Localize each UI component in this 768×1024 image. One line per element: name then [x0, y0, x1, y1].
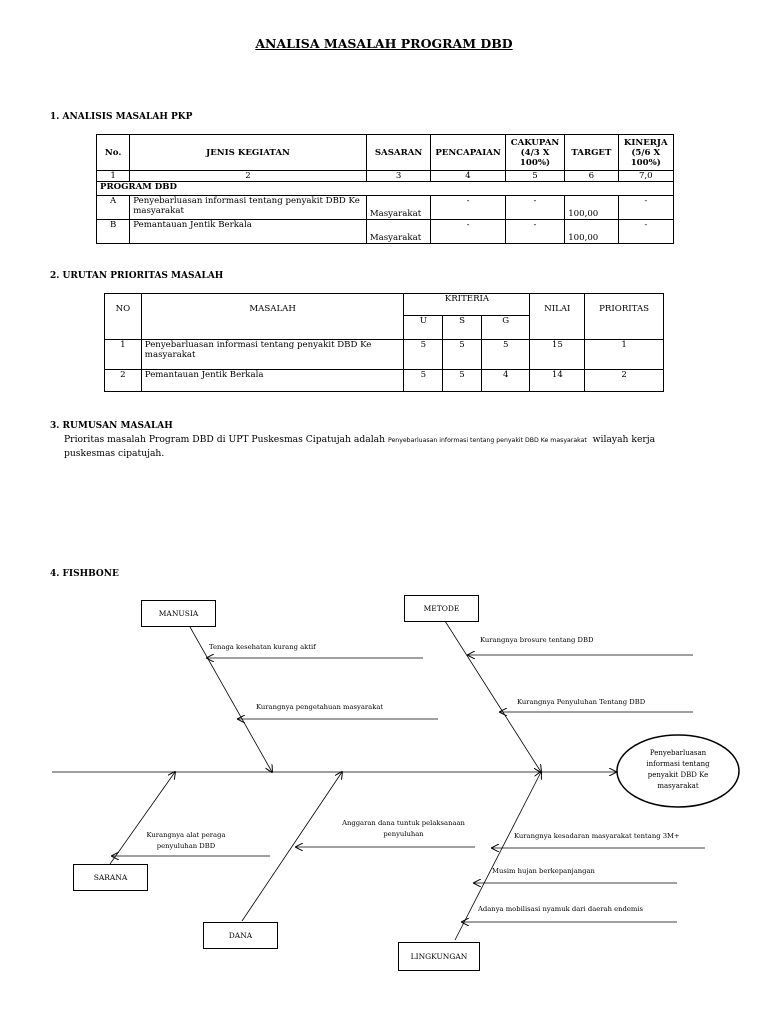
- row-masalah: Pemantauan Jentik Berkala: [141, 370, 404, 392]
- row-s: 5: [443, 370, 482, 392]
- header-no: No.: [97, 135, 130, 171]
- row-target: 100,00: [565, 196, 618, 220]
- cause-label: Kurangnya kesadaran masyarakat tentang 3M+: [514, 832, 680, 840]
- col-number: 5: [505, 171, 564, 182]
- row-no: 2: [105, 370, 142, 392]
- header-g: G: [481, 316, 530, 340]
- section1-heading: 1. ANALISIS MASALAH PKP: [50, 112, 193, 122]
- rumusan-text: Prioritas masalah Program DBD di UPT Puskesmas Cipatujah adalah: [64, 434, 386, 445]
- row-g: 4: [481, 370, 530, 392]
- row-kinerja: -: [618, 220, 673, 244]
- category-metode: METODE: [404, 595, 479, 622]
- row-nilai: 14: [530, 370, 585, 392]
- header-cakupan: CAKUPAN (4/3 X 100%): [505, 135, 564, 171]
- rumusan-text-line2: puskesmas cipatujah.: [64, 448, 165, 459]
- header-s: S: [443, 316, 482, 340]
- col-number: 2: [130, 171, 367, 182]
- rumusan-problem: Penyebarluasan informasi tentang penyakit DBD Ke masyarakat: [387, 437, 587, 444]
- cause-label: Musim hujan berkepanjangan: [492, 867, 595, 875]
- col-number: 1: [97, 171, 130, 182]
- cause-label: Tenaga kesehatan kurang aktif: [209, 643, 316, 651]
- row-sasaran: Masyarakat: [366, 220, 430, 244]
- row-pencapaian: -: [431, 196, 506, 220]
- category-manusia: MANUSIA: [141, 600, 216, 627]
- header-nilai: NILAI: [530, 294, 585, 340]
- header-jenis-kegiatan: JENIS KEGIATAN: [130, 135, 367, 171]
- group-label: PROGRAM DBD: [97, 182, 674, 196]
- cause-label: Anggaran dana tuntuk pelaksanaan penyuluhan: [342, 819, 465, 838]
- row-sasaran: Masyarakat: [366, 196, 430, 220]
- category-lingkungan: LINGKUNGAN: [398, 942, 480, 971]
- header-target: TARGET: [565, 135, 618, 171]
- header-kinerja: KINERJA (5/6 X 100%): [618, 135, 673, 171]
- row-kegiatan: Penyebarluasan informasi tentang penyakit DBD Ke masyarakat: [130, 196, 367, 220]
- row-u: 5: [404, 370, 443, 392]
- header-kriteria: KRITERIA: [404, 294, 530, 316]
- rumusan-text-after: wilayah kerja: [592, 434, 656, 445]
- col-number: 4: [431, 171, 506, 182]
- row-g: 5: [481, 340, 530, 370]
- cause-label: Kurangnya alat peraga penyuluhan DBD: [146, 831, 226, 850]
- category-sarana: SARANA: [73, 864, 148, 891]
- row-nilai: 15: [530, 340, 585, 370]
- category-dana: DANA: [203, 922, 278, 949]
- row-prioritas: 1: [585, 340, 664, 370]
- col-number: 6: [565, 171, 618, 182]
- row-cakupan: -: [505, 196, 564, 220]
- row-kegiatan: Pemantauan Jentik Berkala: [130, 220, 367, 244]
- header-u: U: [404, 316, 443, 340]
- bone-dana: [242, 772, 342, 921]
- row-masalah: Penyebarluasan informasi tentang penyakit DBD Ke masyarakat: [141, 340, 404, 370]
- row-no: 1: [105, 340, 142, 370]
- header-masalah: MASALAH: [141, 294, 404, 340]
- row-target: 100,00: [565, 220, 618, 244]
- row-u: 5: [404, 340, 443, 370]
- effect-label: Penyebarluasan informasi tentang penyakit DBD Ke masyarakat: [646, 749, 710, 790]
- header-no: NO: [105, 294, 142, 340]
- row-no: A: [97, 196, 130, 220]
- section2-heading: 2. URUTAN PRIORITAS MASALAH: [50, 271, 224, 281]
- col-number: 7,0: [618, 171, 673, 182]
- page-title: ANALISA MASALAH PROGRAM DBD: [255, 36, 513, 51]
- header-pencapaian: PENCAPAIAN: [431, 135, 506, 171]
- cause-label: Kurangnya pengetahuan masyarakat: [256, 703, 384, 711]
- cause-label: Kurangnya brosure tentang DBD: [480, 636, 594, 644]
- bone-lingkungan: [455, 772, 541, 940]
- row-no: B: [97, 220, 130, 244]
- section3-heading: 3. RUMUSAN MASALAH: [50, 421, 173, 431]
- row-s: 5: [443, 340, 482, 370]
- header-sasaran: SASARAN: [366, 135, 430, 171]
- row-prioritas: 2: [585, 370, 664, 392]
- col-number: 3: [366, 171, 430, 182]
- row-pencapaian: -: [431, 220, 506, 244]
- cause-label: Kurangnya Penyuluhan Tentang DBD: [517, 698, 646, 706]
- header-prioritas: PRIORITAS: [585, 294, 664, 340]
- row-kinerja: -: [618, 196, 673, 220]
- cause-label: Adanya mobilisasi nyamuk dari daerah endemis: [478, 905, 644, 913]
- row-cakupan: -: [505, 220, 564, 244]
- section4-heading: 4. FISHBONE: [50, 569, 119, 579]
